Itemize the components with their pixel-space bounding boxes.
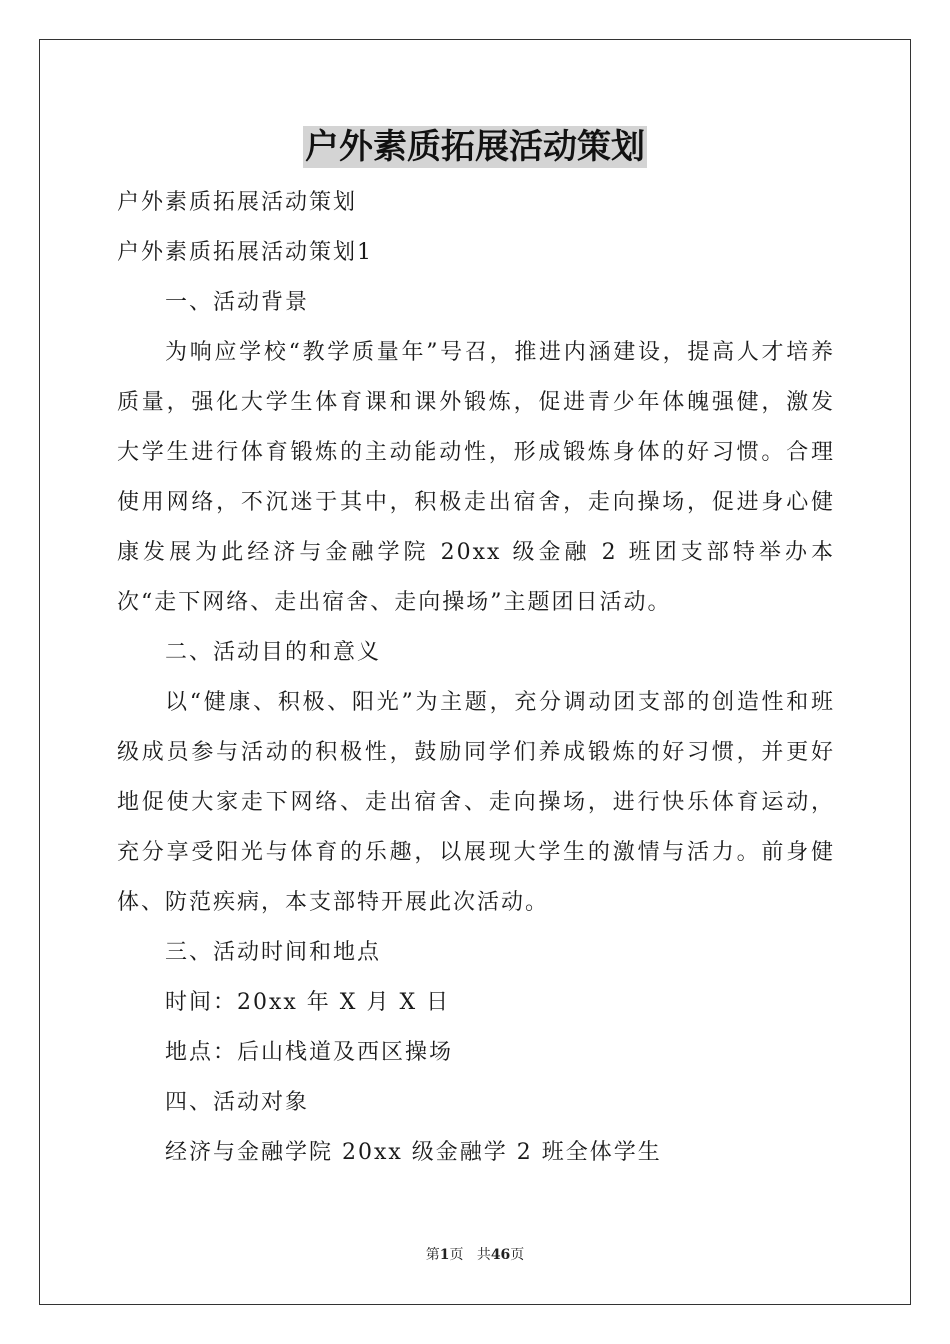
- title-container: [0, 126, 950, 168]
- section-heading-audience: 四、活动对象: [165, 1090, 310, 1115]
- time-line: 时间：20xx 年 X 月 X 日: [165, 990, 451, 1015]
- total-pages: 46: [490, 1247, 511, 1263]
- page-suffix: 页: [449, 1247, 464, 1263]
- subtitle-line-numbered: 户外素质拓展活动策划1: [117, 240, 373, 265]
- total-prefix: 共: [476, 1247, 491, 1263]
- page-prefix: 第: [425, 1247, 440, 1263]
- section-heading-purpose: 二、活动目的和意义: [165, 640, 382, 665]
- place-line: 地点：后山栈道及西区操场: [165, 1040, 454, 1065]
- page-footer: [0, 1244, 950, 1264]
- section-heading-time-place: 三、活动时间和地点: [165, 940, 382, 965]
- section-heading-background: 一、活动背景: [165, 290, 310, 315]
- total-suffix: 页: [510, 1247, 525, 1263]
- audience-line: 经济与金融学院 20xx 级金融学 2 班全体学生: [165, 1140, 662, 1165]
- document-title: 户外素质拓展活动策划: [305, 127, 645, 167]
- section-body-background: 为响应学校“教学质量年”号召，推进内涵建设，提高人才培养质量，强化大学生体育课和课外锻炼，促进青少年体魄强健，激发大学生进行体育锻炼的主动能动性，形成锻炼身体的好习惯。合理使用网络，不沉迷于其中，积极走出宿舍，走向操场，促进身心健康发展为此经济与金融学院 20xx 级金融 2 班团支部特举办本次“走下网络、走出宿舍、走向操场”主题团日活动。: [117, 340, 835, 615]
- document-body: [117, 178, 835, 1178]
- section-body-purpose: 以“健康、积极、阳光”为主题，充分调动团支部的创造性和班级成员参与活动的积极性，鼓励同学们养成锻炼的好习惯，并更好地促使大家走下网络、走出宿舍、走向操场，进行快乐体育运动，充分享受阳光与体育的乐趣，以展现大学生的激情与活力。前身健体、防范疾病，本支部特开展此次活动。: [117, 690, 835, 915]
- page-number: 1: [439, 1247, 450, 1263]
- subtitle-line: 户外素质拓展活动策划: [117, 190, 358, 215]
